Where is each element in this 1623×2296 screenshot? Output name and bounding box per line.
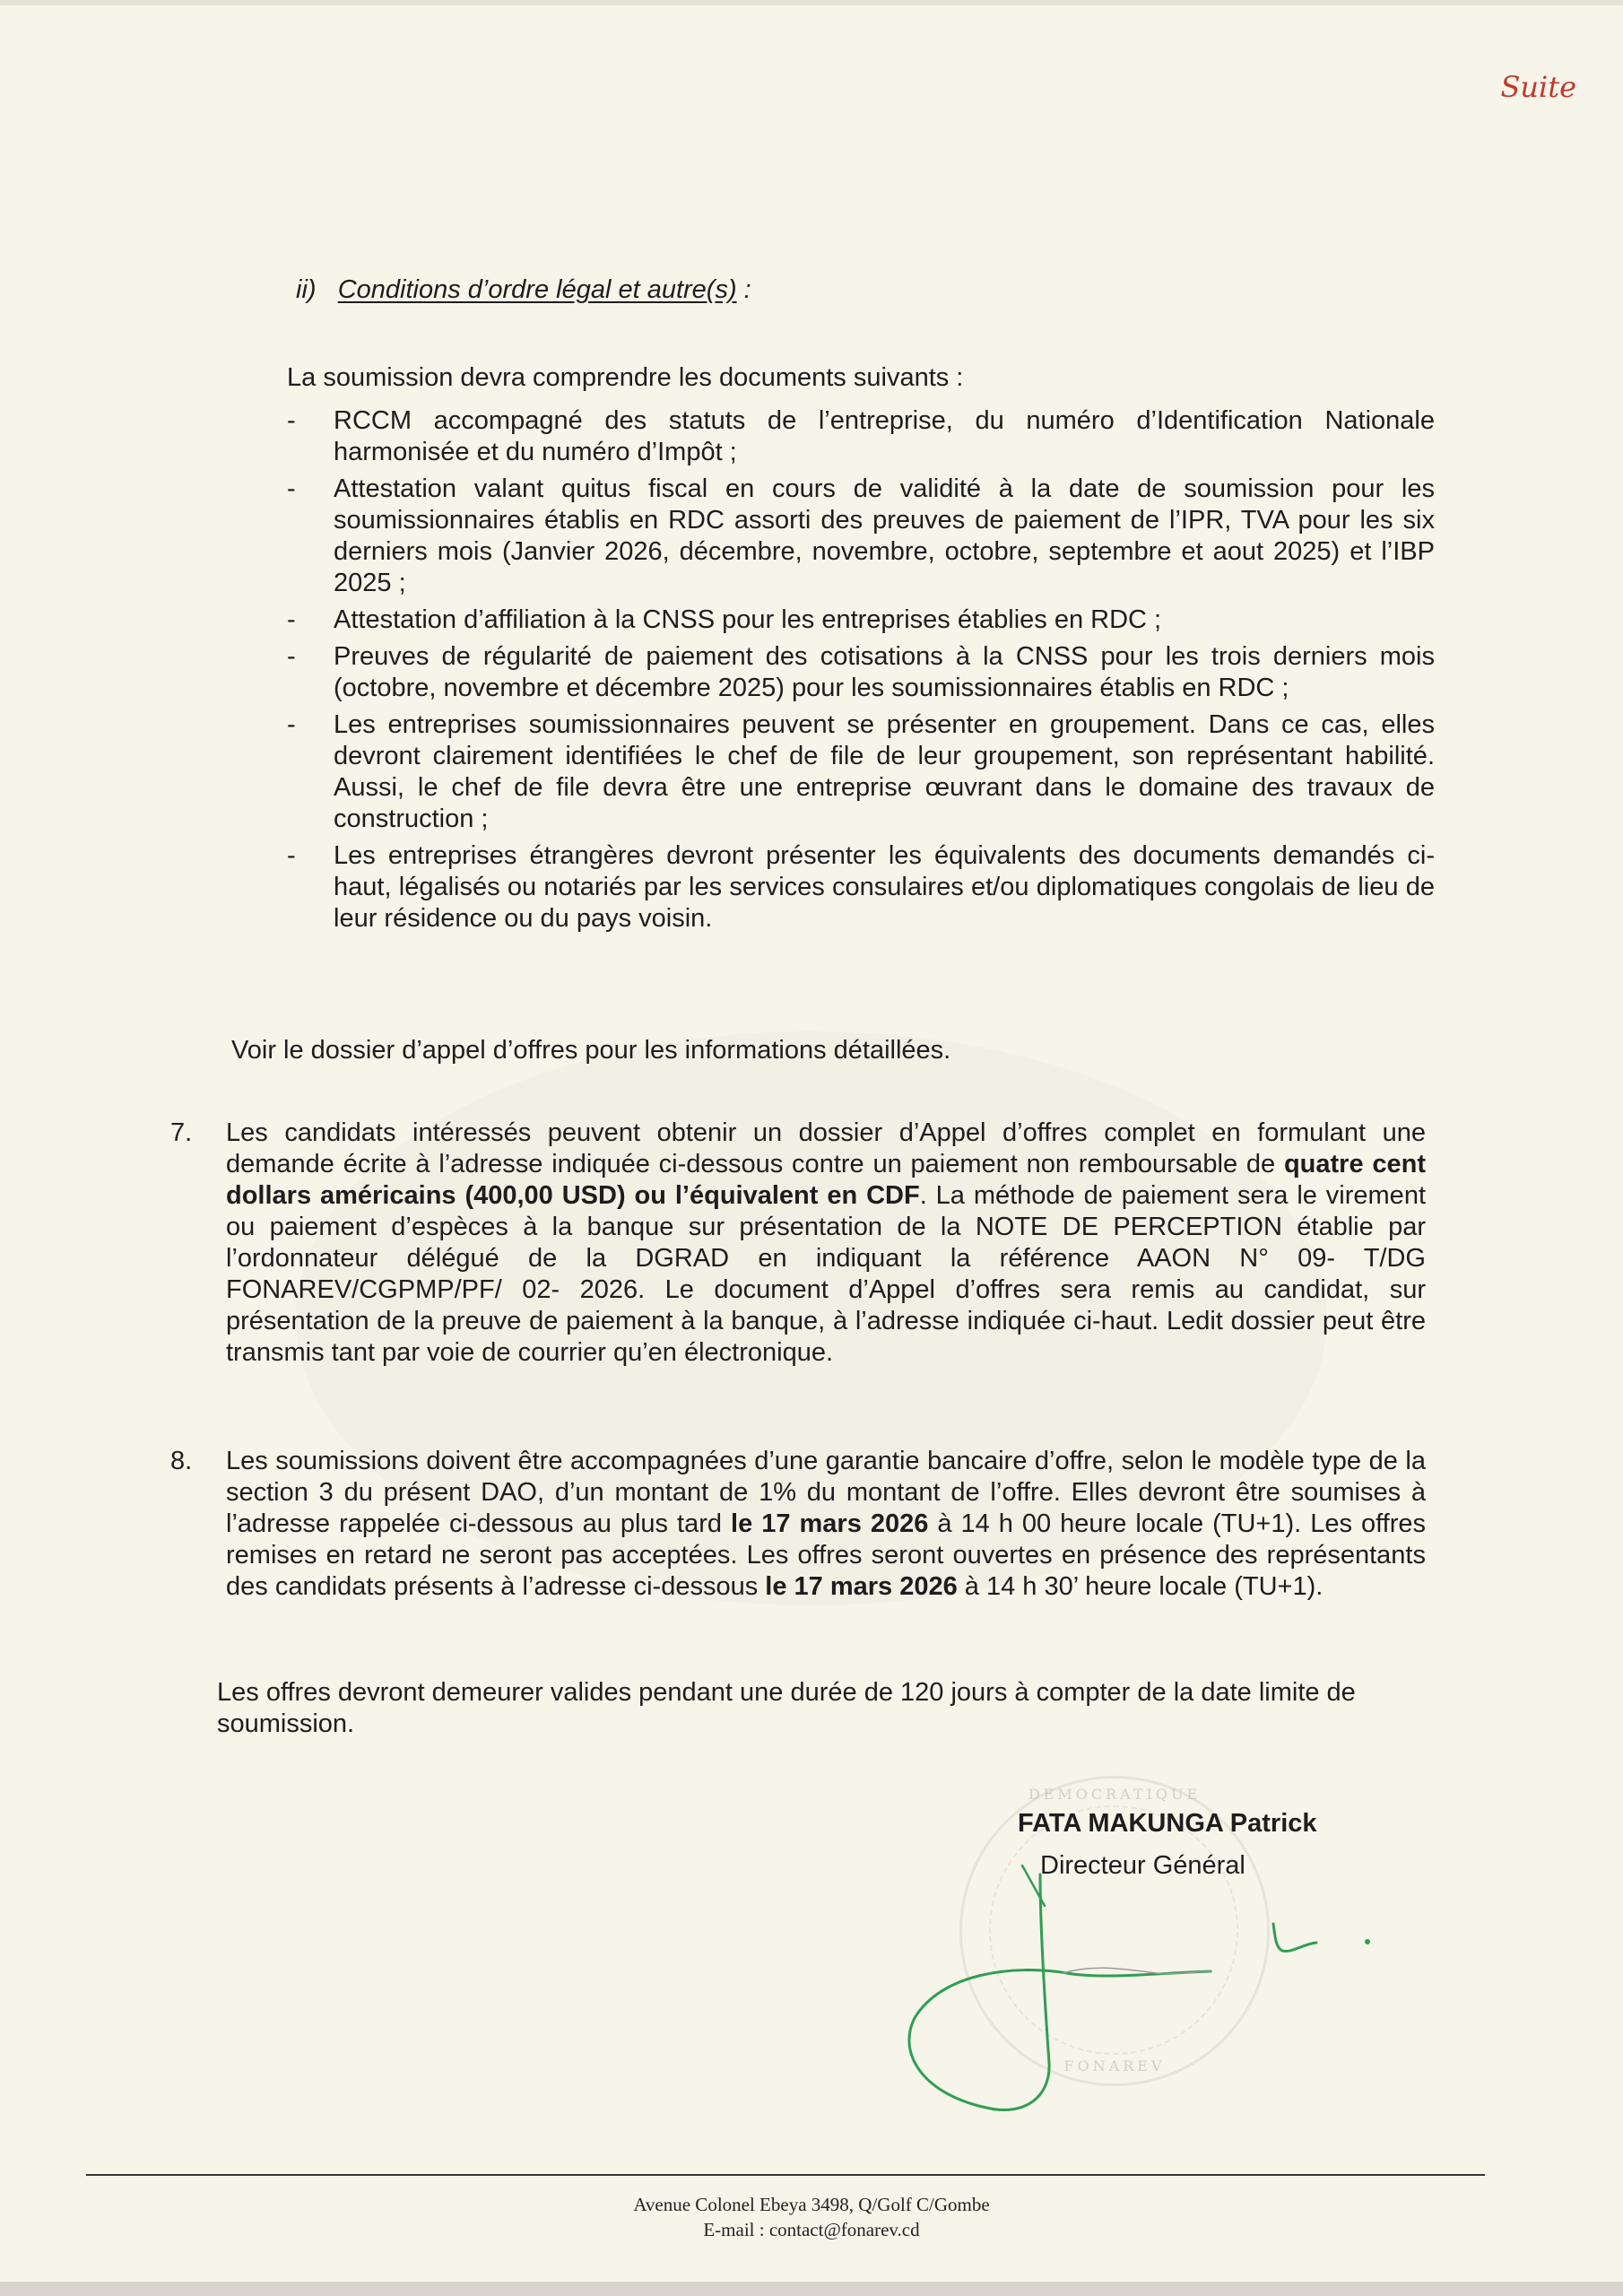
bullet-dash: - bbox=[287, 474, 296, 503]
validity-paragraph: Les offres devront demeurer valides pendant une durée de 120 jours à compter de la date limite de soumission. bbox=[217, 1678, 1356, 1738]
list-item-text: Preuves de régularité de paiement des cotisations à la CNSS pour les trois derniers mois (octobre, novembre et décembre 2025) pour les soumissionnaires établis en RDC ; bbox=[334, 642, 1435, 702]
signatory-title: Directeur Général bbox=[1040, 1851, 1245, 1880]
see-tender-file-note: Voir le dossier d’appel d’offres pour les informations détaillées. bbox=[231, 1036, 951, 1065]
list-item-text: Les entreprises soumissionnaires peuvent se présenter en groupement. Dans ce cas, elles devront clairement identifiées le chef de file de leur groupement, son représentant habilité. Aussi, le chef de file devra être une entreprise œuvrant dans le domaine des travaux de construction ; bbox=[334, 710, 1435, 833]
footer-address: Avenue Colonel Ebeya 3498, Q/Golf C/Gombe bbox=[633, 2194, 990, 2215]
text-run: à 14 h 30’ heure locale (TU+1). bbox=[957, 1572, 1324, 1601]
continuation-mark: Suite bbox=[1500, 70, 1576, 104]
list-item-text: Attestation valant quitus fiscal en cours de validité à la date de soumission pour les soumissionnaires établis en RDC assorti des preuves de paiement de l’IPR, TVA pour les six derniers mois (Janvier 2026, décembre, novembre, octobre, septembre et aout 2025) et l’IBP 2025 ; bbox=[334, 474, 1435, 597]
scan-bottom-edge bbox=[0, 2282, 1623, 2296]
bullet-dash: - bbox=[287, 406, 296, 435]
section-ii-title: Conditions d’ordre légal et autre(s) bbox=[337, 275, 737, 304]
bullet-dash: - bbox=[287, 841, 296, 870]
text-run: Les candidats intéressés peuvent obtenir un dossier d’Appel d’offres complet en formulant une demande écrite à l’adresse indiquée ci-dessous contre un paiement non remboursable de bbox=[226, 1118, 1426, 1178]
paragraph-number: 8. bbox=[170, 1447, 193, 1475]
paragraph-7 bbox=[170, 1118, 1426, 1369]
opening-date-emphasis: le 17 mars 2026 bbox=[765, 1572, 958, 1601]
list-item bbox=[287, 641, 1435, 704]
footer-email: E-mail : contact@fonarev.cd bbox=[703, 2219, 920, 2240]
list-item-text: Les entreprises étrangères devront présenter les équivalents des documents demandés ci-haut, légalisés ou notariés par les services consulaires et/ou diplomatiques congolais de lieu de leur résidence ou du pays voisin. bbox=[334, 841, 1435, 933]
paragraph-7-text bbox=[226, 1118, 1426, 1369]
list-item bbox=[287, 474, 1435, 599]
documents-intro: La soumission devra comprendre les documents suivants : bbox=[287, 363, 964, 392]
bullet-dash: - bbox=[287, 710, 296, 739]
section-ii-prefix: ii) bbox=[296, 275, 317, 304]
deadline-emphasis: le 17 mars 2026 bbox=[731, 1509, 929, 1538]
seal-bottom-text: FONAREV bbox=[1063, 2057, 1166, 2074]
list-item-text: RCCM accompagné des statuts de l’entreprise, du numéro d’Identification Nationale harmonisée et du numéro d’Impôt ; bbox=[334, 406, 1435, 466]
bullet-dash: - bbox=[287, 605, 296, 634]
list-item bbox=[287, 709, 1435, 835]
bullet-dash: - bbox=[287, 642, 296, 671]
handwritten-signature bbox=[888, 1839, 1390, 2135]
text-run: Les soumissions doivent être accompagnées d’une garantie bancaire d’offre, selon le modèle type de la section 3 du présent DAO, d’un montant de 1% du montant de l’offre. Elles devront être soumises à l’adresse rappelée ci-dessous au plus tard bbox=[226, 1447, 1426, 1538]
text-run: . La méthode de paiement sera le virement ou paiement d’espèces à la banque sur présentation de la NOTE DE PERCEPTION établie par l’ordonnateur délégué de la DGRAD en indiquant la référence AAON N° 09- T/DG FONAREV/CGPMP/PF/ 02- 2026. Le document d’Appel d’offres sera remis au candidat, sur présentation de la preuve de paiement à la banque, à l’adresse indiquée ci-haut. Ledit dossier peut être transmis tant par voie de courrier qu’en électronique. bbox=[226, 1181, 1426, 1367]
list-item bbox=[287, 405, 1435, 468]
documents-list bbox=[287, 405, 1435, 940]
paragraph-number: 7. bbox=[170, 1118, 193, 1147]
signatory-name: FATA MAKUNGA Patrick bbox=[1018, 1809, 1317, 1838]
scan-top-edge bbox=[0, 0, 1623, 5]
list-item-text: Attestation d’affiliation à la CNSS pour les entreprises établies en RDC ; bbox=[334, 605, 1162, 634]
section-ii-suffix: : bbox=[736, 275, 751, 304]
text-run: à 14 h 00 heure locale (TU+1). Les offres remises en retard ne seront pas acceptées. Les offres seront ouvertes en présence des représentants des candidats présents à l’adresse ci-dessous bbox=[226, 1509, 1426, 1601]
list-item bbox=[287, 840, 1435, 935]
price-emphasis: quatre cent dollars américains (400,00 USD) ou l’équivalent en CDF bbox=[226, 1150, 1426, 1210]
seal-top-text: DEMOCRATIQUE bbox=[1028, 1786, 1202, 1803]
footer-rule bbox=[86, 2174, 1485, 2176]
paragraph-8 bbox=[170, 1446, 1426, 1603]
list-item bbox=[287, 604, 1435, 636]
section-ii-heading bbox=[296, 274, 751, 306]
paragraph-8-text bbox=[226, 1446, 1426, 1603]
